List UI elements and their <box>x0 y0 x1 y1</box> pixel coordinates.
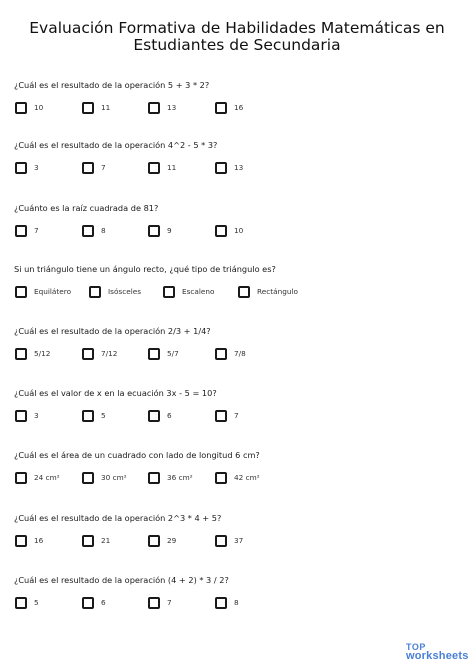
answer-checkbox[interactable] <box>148 410 160 422</box>
answer-label: Escaleno <box>182 287 215 296</box>
answer-checkbox[interactable] <box>82 597 94 609</box>
answer-label: 7 <box>167 598 172 607</box>
answer-checkbox[interactable] <box>82 472 94 484</box>
answer-checkbox[interactable] <box>82 535 94 547</box>
question-9 <box>0 575 474 635</box>
answer-checkbox[interactable] <box>238 286 250 298</box>
question-6 <box>0 388 474 448</box>
answer-checkbox[interactable] <box>215 535 227 547</box>
answer-checkbox[interactable] <box>148 225 160 237</box>
answer-label: 7 <box>234 411 239 420</box>
answer-checkbox[interactable] <box>82 348 94 360</box>
title-line-1: Evaluación Formativa de Habilidades Matemáticas en <box>29 19 445 37</box>
answer-label: 10 <box>234 226 244 235</box>
topworksheets-logo <box>406 643 469 661</box>
title-line-2: Estudiantes de Secundaria <box>133 36 341 54</box>
question-7 <box>0 450 474 510</box>
answer-label: 13 <box>234 163 244 172</box>
question-3 <box>0 203 474 263</box>
answer-label: 37 <box>234 536 244 545</box>
answer-checkbox[interactable] <box>215 348 227 360</box>
answer-label: 10 <box>34 103 44 112</box>
question-text: ¿Cuánto es la raíz cuadrada de 81? <box>14 203 159 213</box>
answer-label: 36 cm² <box>167 473 193 482</box>
answer-label: 7/12 <box>101 349 118 358</box>
answer-checkbox[interactable] <box>15 410 27 422</box>
answer-checkbox[interactable] <box>215 597 227 609</box>
answer-label: 5 <box>101 411 106 420</box>
answer-label: 42 cm² <box>234 473 260 482</box>
question-text: ¿Cuál es el resultado de la operación (4 + 2) * 3 / 2? <box>14 575 229 585</box>
answer-checkbox[interactable] <box>148 535 160 547</box>
question-text: ¿Cuál es el resultado de la operación 4^2 - 5 * 3? <box>14 140 218 150</box>
answer-label: 11 <box>101 103 111 112</box>
answer-checkbox[interactable] <box>82 410 94 422</box>
logo-worksheets-text: worksheets <box>406 650 469 662</box>
answer-label: 16 <box>234 103 244 112</box>
answer-checkbox[interactable] <box>215 472 227 484</box>
answer-checkbox[interactable] <box>15 597 27 609</box>
answer-checkbox[interactable] <box>15 225 27 237</box>
answer-label: 13 <box>167 103 177 112</box>
question-5 <box>0 326 474 386</box>
answer-label: 7/8 <box>234 349 246 358</box>
answer-label: 30 cm² <box>101 473 127 482</box>
answer-label: 9 <box>167 226 172 235</box>
answer-label: 8 <box>234 598 239 607</box>
answer-label: 5 <box>34 598 39 607</box>
answer-label: 24 cm² <box>34 473 60 482</box>
answer-checkbox[interactable] <box>82 102 94 114</box>
answer-checkbox[interactable] <box>15 348 27 360</box>
answer-label: 6 <box>101 598 106 607</box>
answer-label: Isósceles <box>108 287 142 296</box>
question-4 <box>0 264 474 324</box>
answer-checkbox[interactable] <box>82 225 94 237</box>
answer-label: 21 <box>101 536 111 545</box>
question-8 <box>0 513 474 573</box>
question-text: Si un triángulo tiene un ángulo recto, ¿qué tipo de triángulo es? <box>14 264 276 274</box>
answer-checkbox[interactable] <box>15 472 27 484</box>
answer-checkbox[interactable] <box>148 348 160 360</box>
question-text: ¿Cuál es el área de un cuadrado con lado de longitud 6 cm? <box>14 450 260 460</box>
answer-label: 16 <box>34 536 44 545</box>
answer-checkbox[interactable] <box>89 286 101 298</box>
answer-label: 5/7 <box>167 349 179 358</box>
answer-checkbox[interactable] <box>15 162 27 174</box>
answer-label: 11 <box>167 163 177 172</box>
question-text: ¿Cuál es el resultado de la operación 2/3 + 1/4? <box>14 326 211 336</box>
logo-top-text: TOP <box>406 642 426 652</box>
answer-checkbox[interactable] <box>148 162 160 174</box>
question-text: ¿Cuál es el resultado de la operación 5 + 3 * 2? <box>14 80 210 90</box>
answer-checkbox[interactable] <box>15 535 27 547</box>
answer-checkbox[interactable] <box>215 410 227 422</box>
answer-checkbox[interactable] <box>215 102 227 114</box>
answer-checkbox[interactable] <box>215 225 227 237</box>
answer-checkbox[interactable] <box>148 472 160 484</box>
answer-label: 7 <box>101 163 106 172</box>
answer-label: 5/12 <box>34 349 51 358</box>
answer-label: 7 <box>34 226 39 235</box>
answer-checkbox[interactable] <box>215 162 227 174</box>
question-text: ¿Cuál es el resultado de la operación 2^3 * 4 + 5? <box>14 513 222 523</box>
answer-checkbox[interactable] <box>148 597 160 609</box>
answer-label: 29 <box>167 536 177 545</box>
question-text: ¿Cuál es el valor de x en la ecuación 3x - 5 = 10? <box>14 388 217 398</box>
question-2 <box>0 140 474 200</box>
answer-checkbox[interactable] <box>15 102 27 114</box>
answer-label: Rectángulo <box>257 287 298 296</box>
answer-label: 6 <box>167 411 172 420</box>
worksheet-title <box>0 20 474 54</box>
answer-label: 3 <box>34 411 39 420</box>
answer-label: 8 <box>101 226 106 235</box>
answer-label: 3 <box>34 163 39 172</box>
answer-checkbox[interactable] <box>15 286 27 298</box>
answer-checkbox[interactable] <box>82 162 94 174</box>
answer-checkbox[interactable] <box>163 286 175 298</box>
question-1 <box>0 80 474 140</box>
answer-label: Equilátero <box>34 287 72 296</box>
answer-checkbox[interactable] <box>148 102 160 114</box>
